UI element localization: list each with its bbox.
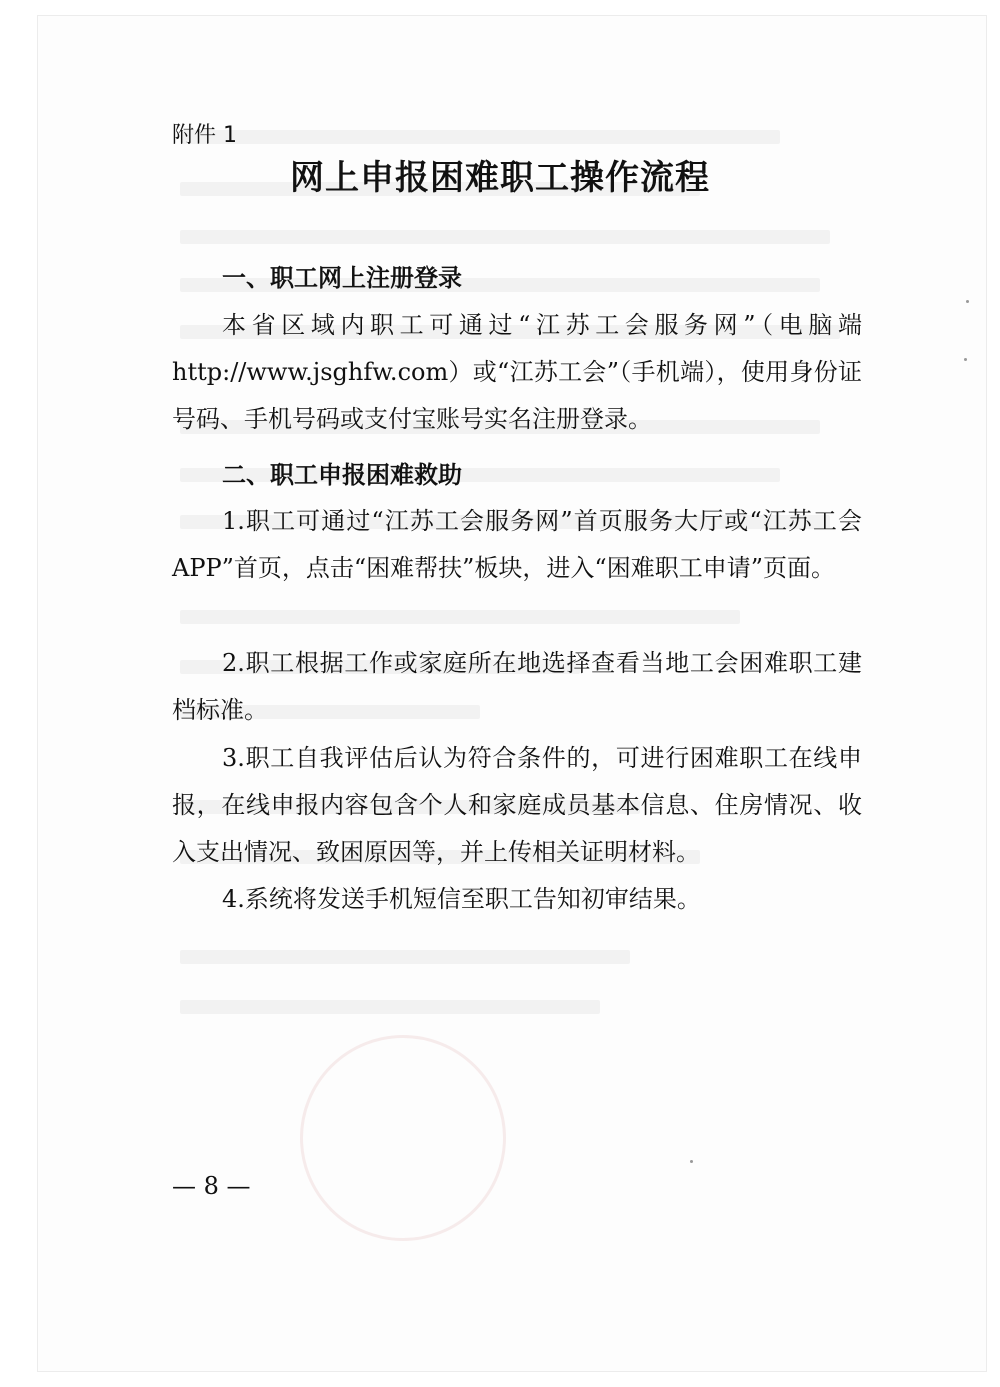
scan-speck [964,358,967,361]
paragraph-registration: 本省区域内职工可通过“江苏工会服务网”（电脑端 http://www.jsghfw.com）或“江苏工会”（手机端），使用身份证号码、手机号码或支付宝账号实名注册登录。 [172,311,862,433]
scan-speck [690,1160,693,1163]
section-heading-1: 一、职工网上注册登录 [222,263,462,292]
paragraph-step-2: 2.职工根据工作或家庭所在地选择查看当地工会困难职工建档标准。 [172,649,862,724]
paragraph-step-1: 1.职工可通过“江苏工会服务网”首页服务大厅或“江苏工会 APP”首页，点击“困难帮扶”板块，进入“困难职工申请”页面。 [172,507,862,582]
faint-seal-bleed [300,1035,506,1241]
scan-speck [966,300,969,303]
section-heading-2: 二、职工申报困难救助 [222,460,462,489]
attachment-label: 附件 1 [172,123,237,148]
paragraph-step-3: 3.职工自我评估后认为符合条件的，可进行困难职工在线申报，在线申报内容包含个人和家庭成员基本信息、住房情况、收入支出情况、致困原因等，并上传相关证明材料。 [172,744,862,866]
page-title: 网上申报困难职工操作流程 [290,158,710,198]
paragraph-step-4: 4.系统将发送手机短信至职工告知初审结果。 [222,885,701,913]
page-number: — 8 — [172,1172,251,1200]
